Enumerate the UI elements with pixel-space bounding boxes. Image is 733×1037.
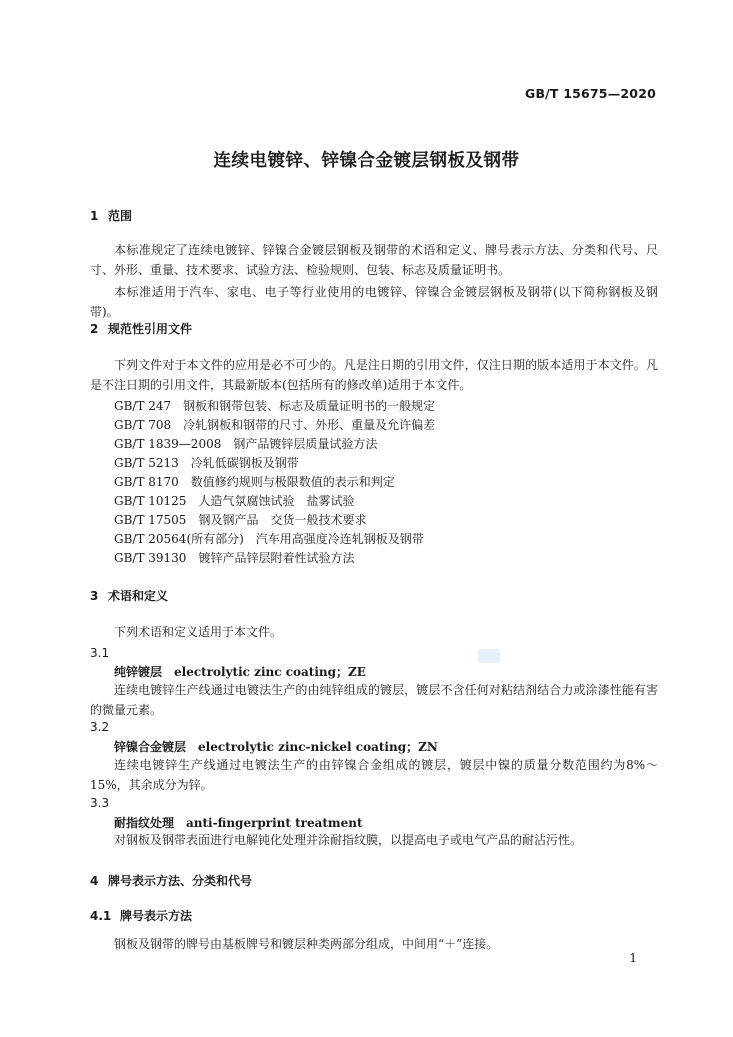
section-4-heading: 4 牌号表示方法、分类和代号	[90, 874, 253, 888]
reference-item: GB/T 708 冷轧钢板和钢带的尺寸、外形、重量及允许偏差	[114, 418, 436, 432]
reference-item: GB/T 1839—2008 钢产品镀锌层质量试验方法	[114, 437, 378, 451]
term-3-2-title: 锌镍合金镀层 electrolytic zinc-nickel coating；ZN	[114, 740, 438, 754]
section-3-paragraph-1: 下列术语和定义适用于本文件。	[114, 625, 283, 639]
reference-item: GB/T 8170 数值修约规则与极限数值的表示和判定	[114, 475, 395, 489]
section-4-1-paragraph-1: 钢板及钢带的牌号由基板牌号和镀层种类两部分组成，中间用“＋”连接。	[114, 937, 499, 951]
reference-item: GB/T 20564(所有部分) 汽车用高强度冷连轧钢板及钢带	[114, 532, 424, 546]
reference-item: GB/T 247 钢板和钢带包装、标志及质量证明书的一般规定	[114, 399, 436, 413]
section-1-heading: 1 范围	[90, 209, 133, 223]
reference-item: GB/T 39130 镀锌产品锌层附着性试验方法	[114, 551, 355, 565]
reference-item: GB/T 10125 人造气氛腐蚀试验 盐雾试验	[114, 494, 355, 508]
document-title: 连续电镀锌、锌镍合金镀层钢板及钢带	[213, 151, 520, 171]
reference-item: GB/T 17505 钢及钢产品 交货一般技术要求	[114, 513, 367, 527]
term-3-3-definition: 对钢板及钢带表面进行电解钝化处理并涂耐指纹膜，以提高电子或电气产品的耐沾污性。	[114, 833, 583, 847]
term-3-3-number: 3.3	[90, 796, 110, 810]
standard-code: GB/T 15675—2020	[524, 86, 656, 101]
section-2-paragraph-1: 下列文件对于本文件的应用是必不可少的。凡是注日期的引用文件，仅注日期的版本适用于本文件。凡是不注日期的引用文件，其最新版本(包括所有的修改单)适用于本文件。	[90, 358, 658, 392]
section-2-heading: 2 规范性引用文件	[90, 322, 193, 336]
watermark-logo	[478, 649, 500, 663]
term-3-3-title: 耐指纹处理 anti-fingerprint treatment	[114, 816, 363, 830]
section-4-1-heading: 4.1 牌号表示方法	[90, 909, 193, 923]
section-1-paragraph-1: 本标准规定了连续电镀锌、锌镍合金镀层钢板及钢带的术语和定义、牌号表示方法、分类和代号、尺寸、外形、重量、技术要求、试验方法、检验规则、包装、标志及质量证明书。	[90, 243, 658, 277]
section-3-heading: 3 术语和定义	[90, 589, 169, 603]
term-3-1-title: 纯锌镀层 electrolytic zinc coating；ZE	[114, 665, 366, 679]
term-3-1-definition: 连续电镀锌生产线通过电镀法生产的由纯锌组成的镀层，镀层不含任何对粘结剂结合力或涂漆性能有害的微量元素。	[90, 683, 658, 717]
section-1-paragraph-2: 本标准适用于汽车、家电、电子等行业使用的电镀锌、锌镍合金镀层钢板及钢带(以下简称钢板及钢带)。	[90, 285, 658, 319]
term-3-2-definition: 连续电镀锌生产线通过电镀法生产的由锌镍合金组成的镀层，镀层中镍的质量分数范围约为8%～15%，其余成分为锌。	[90, 758, 658, 792]
page-number: 1	[629, 951, 637, 965]
reference-item: GB/T 5213 冷轧低碳钢板及钢带	[114, 456, 299, 470]
term-3-1-number: 3.1	[90, 646, 110, 660]
term-3-2-number: 3.2	[90, 720, 110, 734]
